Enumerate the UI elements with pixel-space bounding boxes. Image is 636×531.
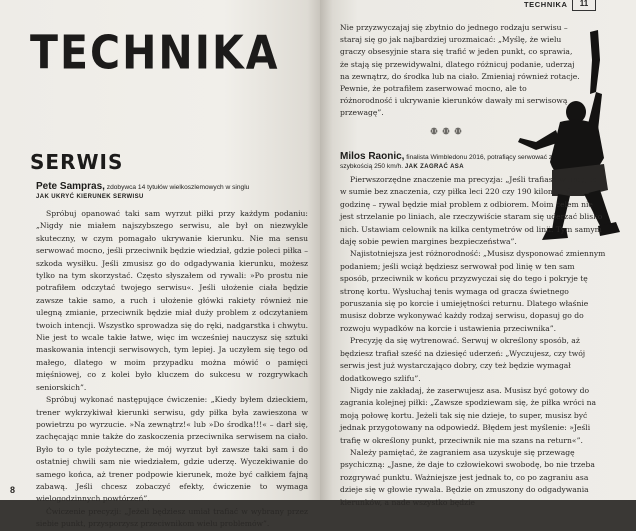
paragraph: Najistotniejsza jest różnorodność: „Musisz dysponować zmiennym podaniem; jeśli wciąż będziesz serwował pod linię w ten sam sposób, przeciwnik w końcu przyzwyczai się do tego i pokryje tę stronę kortu. Wysłuchaj tenis wymaga od gracza świetnego poruszania się po korcie i umiejętności returnu. Dlatego właśnie musisz dobrze wykonywać każdy rodzaj serwisu, dopasuj go do rozwoju wypadków na korcie i ustawienia przeciwnika”.: [340, 249, 606, 333]
lead-subhead: JAK UKRYĆ KIERUNEK SERWISU: [36, 194, 144, 200]
page-number-left: 8: [10, 485, 16, 495]
running-head: TECHNIKA: [524, 0, 568, 9]
paragraph: Nigdy nie zakładaj, że zaserwujesz asa. Musisz być gotowy do zagrania kolejnej piłki: „Zawsze spodziewam się, że piłka wróci na moją połowę kortu. Jeżeli tak się nie dzieje, to super, musisz być jednak przygotowany na odpowiedź. Błędem jest myślenie: »Jeśli trafię w określony punkt, przeciwnik nie ma szans na return«”.: [340, 385, 597, 445]
paragraph: Należy pamiętać, że zagraniem asa uzyskuje się przewagę psychiczną: „Jasne, że daje to człowiekowi swobodę, bo nie trzeba rozgrywać punktu. Ważniejsze jest jednak to, co po zagraniu asa dzieje się w głowie rywala. Będzie on zmuszony do odgadywania kierunków, a nade wszystko będzie: [340, 447, 595, 507]
paragraph: Ćwiczenie precyzji: „Jeżeli będziesz umiał trafiać w wybrany przez siebie punkt, przysporzysz przeciwnikom wielu problemów”.: [36, 506, 308, 529]
lead-sampras: [36, 182, 311, 202]
lead-subhead: JAK ZAGRAĆ ASA: [404, 164, 464, 170]
tennis-balls-divider-icon: [428, 127, 464, 135]
paragraph: Spróbuj opanować taki sam wyrzut piłki przy każdym podaniu: „Nigdy nie miałem najszybszego serwisu, ale był on niezwykle skuteczny, w czym pomagało ukrywanie kierunku. Nie ma sensu serwować mocno, jeśli przeciwnik będzie wiedział, gdzie poleci piłka – szkoda wysiłku. Jeśli zmusisz go do odgadywania kierunku, możesz tylko na tym skorzystać. Często słyszałem od rywali: »Po prostu nie potrafiłem odczytać twojego serwisu«. Jeśli ułożenie ciała będzie zawsze takie samo, a ruch i ułożenie główki rakiety również nie ulegną zmianie, przeciwnik będzie miał duży problem z odczytaniem twoich intencji. Wszystko sprowadza się do ręki, nadgarstka i chwytu. Nie jest to wcale takie łatwe, więc im wcześniej nauczysz się sztuki maskowania intencji serwisowych, tym lepiej. Ja uczyłem się tego od małego, dlatego w moim przypadku można mówić o pamięci mięśniowej, co z kolei było kluczem do sukcesu w rozgrywkach seniorskich”.: [36, 209, 308, 392]
section-title: SERWIS: [30, 150, 124, 174]
right-body-text: [340, 174, 606, 509]
lead-description: finalista Wimbledonu 2016, potrafiący serwować z szybkością 250 km/h.: [340, 154, 553, 170]
paragraph: Spróbuj wykonać następujące ćwiczenie: „Kiedy byłem dzieckiem, trener wykrzykiwał kierunki serwisu, gdy piłka była zawieszona w powietrzu po wyrzucie. »Na zewnątrz!« lub »Do środka!!!« – darł się, zachęcając mnie także do zaskoczenia przeciwnika serwisem na ciało. Było to o tyle pożyteczne, że mój wyrzut był zawsze taki sam i do ostatniej chwili sam nie wiedziałem, gdzie uderzę. Wyczekiwanie do samego końca, aż trener podpowie kierunek, może być całkiem fajną zabawą. Jeśli chcesz zobaczyć efekty, ćwiczenie to wymaga wielogodzinnych powtórzeń”.: [36, 395, 308, 504]
page-number-right: 11: [572, 0, 596, 11]
lead-name: Milos Raonic,: [340, 151, 405, 162]
paragraph: Nie przyzwyczajaj się zbytnio do jednego rodzaju serwisu – staraj się go jak najbardziej urozmaicać: „Myślę, że wielu graczy obsesyjnie stara się trafić w jeden punkt, co sprawia, że stają się przewidywalni, dlatego różnicuj podanie, uderzaj na zewnątrz, do środka lub na ciało. Zmieniaj również rotacje. Pewnie, że potrafiłem zaserwować mocno, ale to różnorodność i ukrywanie kierunków dawały mi serwisową przewagę”.: [340, 23, 580, 118]
chapter-headline: TECHNIKA: [30, 26, 280, 80]
lead-description: zdobywca 14 tytułów wielkoszlemowych w singlu: [104, 184, 250, 191]
paragraph: Pierwszorzędne znaczenie ma precyzja: „Jeśli trafiasz w linię, to w sumie bez znaczenia, czy piłka leci 220 czy 190 kilometrów na godzinę – rywal będzie miał problem z odbiorem. Moim celem nie jest strzelanie po liniach, ale rzeczywiście staram się uderzać blisko nich. Ustawiam celownik na kilka centymetrów od linii. Tym samym daję sobie pewien margines bezpieczeństwa”.: [340, 175, 603, 247]
left-body-text: [36, 208, 308, 531]
lead-name: Pete Sampras,: [36, 181, 105, 192]
paragraph: Precyzję da się wytrenować. Serwuj w określony sposób, aż będziesz trafiał sześć na dziesięć uderzeń: „Wyczujesz, czy twój serwis jest już wystarczająco dobry, czy też będzie wymagał dodatkowego szlifu”.: [340, 336, 586, 383]
lead-raonic: [340, 152, 580, 172]
